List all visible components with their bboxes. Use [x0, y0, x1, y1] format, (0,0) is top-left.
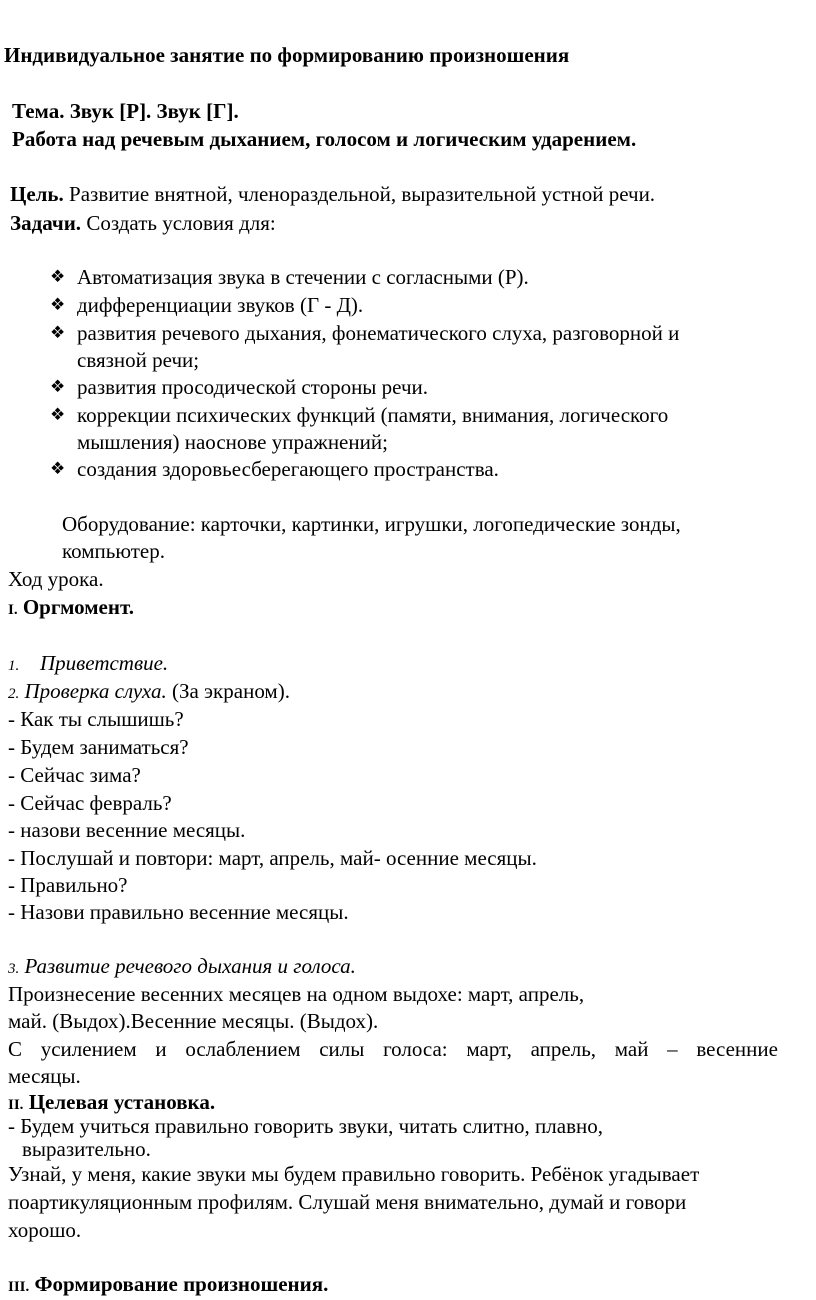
list-item: развития просодической стороны речи.	[77, 375, 429, 399]
equipment-line-2: компьютер.	[62, 539, 166, 563]
word: голоса:	[383, 1037, 448, 1061]
hearing-note: (За экраном).	[166, 679, 290, 703]
tasks-line	[10, 210, 276, 236]
breathing-heading	[8, 953, 356, 982]
word: и	[155, 1037, 167, 1061]
dialogue-line: - Как ты слышишь?	[8, 707, 184, 731]
tasks-text: Создать условия для:	[81, 211, 276, 235]
list-item: Автоматизация звука в стечении с согласными (Р).	[77, 265, 529, 289]
word: силы	[319, 1037, 365, 1061]
section-1-heading	[8, 594, 134, 623]
dialogue-line: - Будем заниматься?	[8, 735, 189, 759]
word: весенние	[696, 1037, 778, 1061]
goal-line	[10, 181, 655, 207]
lesson-course-heading: Ход урока.	[8, 567, 104, 591]
hearing-check-line	[8, 678, 290, 707]
breathing-text-line: Произнесение весенних месяцев на одном выдохе: март, апрель,	[8, 982, 585, 1006]
word: март,	[466, 1037, 512, 1061]
section-3-title: Формирование произношения.	[29, 1272, 329, 1296]
hearing-text: Проверка слуха.	[19, 679, 167, 703]
breathing-title: Развитие речевого дыхания и голоса.	[19, 954, 356, 978]
diamond-bullet-icon: ❖	[50, 459, 66, 478]
word: ослаблением	[185, 1037, 301, 1061]
dialogue-line: - Послушай и повтори: март, апрель, май- осенние месяцы.	[8, 846, 537, 870]
word: усилением	[40, 1037, 137, 1061]
section-2-number: II.	[8, 1097, 24, 1113]
diamond-bullet-icon: ❖	[50, 323, 66, 342]
equipment-line-1: Оборудование: карточки, картинки, игрушки, логопедические зонды,	[62, 512, 681, 536]
word: –	[667, 1037, 678, 1061]
guess-text-line: поартикуляционным профилям. Слушай меня внимательно, думай и говори	[8, 1190, 687, 1214]
diamond-bullet-icon: ❖	[50, 295, 66, 314]
guess-text-line: хорошо.	[8, 1218, 82, 1242]
list-item-continuation: связной речи;	[77, 348, 200, 372]
dialogue-line: - назови весенние месяцы.	[8, 818, 246, 842]
diamond-bullet-icon: ❖	[50, 405, 66, 424]
voice-strength-line	[8, 1036, 778, 1062]
voice-strength-line-2: месяцы.	[8, 1064, 81, 1088]
tasks-label: Задачи.	[10, 211, 82, 235]
section-2-title: Целевая установка.	[23, 1090, 216, 1114]
word: май	[614, 1037, 649, 1061]
list-item: коррекции психических функций (памяти, внимания, логического	[77, 403, 669, 427]
goal-text: Развитие внятной, членораздельной, выразительной устной речи.	[63, 182, 656, 206]
section-2-text-line: выразительно.	[22, 1137, 151, 1161]
greeting-line	[8, 650, 168, 679]
topic-line-2: Работа над речевым дыханием, голосом и логическим ударением.	[12, 127, 637, 151]
section-1-number: I.	[8, 602, 18, 618]
greeting-number: 1.	[8, 658, 20, 674]
diamond-bullet-icon: ❖	[50, 267, 66, 286]
list-item: дифференциации звуков (Г - Д).	[77, 293, 364, 317]
breathing-number: 3.	[8, 961, 20, 977]
document-title: Индивидуальное занятие по формированию произношения	[4, 43, 570, 67]
section-1-title: Оргмомент.	[17, 595, 134, 619]
dialogue-line: - Сейчас февраль?	[8, 791, 172, 815]
goal-label: Цель.	[10, 182, 64, 206]
dialogue-line: - Назови правильно весенние месяцы.	[8, 900, 349, 924]
list-item-continuation: мышления) наоснове упражнений;	[77, 430, 388, 454]
hearing-number: 2.	[8, 686, 20, 702]
topic-line-1: Тема. Звук [Р]. Звук [Г].	[12, 99, 239, 123]
list-item: создания здоровьесберегающего пространства.	[77, 457, 499, 481]
dialogue-line: - Сейчас зима?	[8, 763, 141, 787]
guess-text-line: Узнай, у меня, какие звуки мы будем правильно говорить. Ребёнок угадывает	[8, 1162, 700, 1186]
diamond-bullet-icon: ❖	[50, 377, 66, 396]
section-3-number: III.	[8, 1279, 30, 1295]
section-2-text-line: - Будем учиться правильно говорить звуки, читать слитно, плавно,	[8, 1114, 603, 1138]
word: С	[8, 1037, 23, 1061]
section-3-heading	[8, 1271, 328, 1300]
word: апрель,	[530, 1037, 597, 1061]
list-item: развития речевого дыхания, фонематического слуха, разговорной и	[77, 321, 680, 345]
greeting-text: Приветствие.	[40, 651, 169, 675]
dialogue-line: - Правильно?	[8, 873, 128, 897]
breathing-text-line: май. (Выдох).Весенние месяцы. (Выдох).	[8, 1009, 379, 1033]
